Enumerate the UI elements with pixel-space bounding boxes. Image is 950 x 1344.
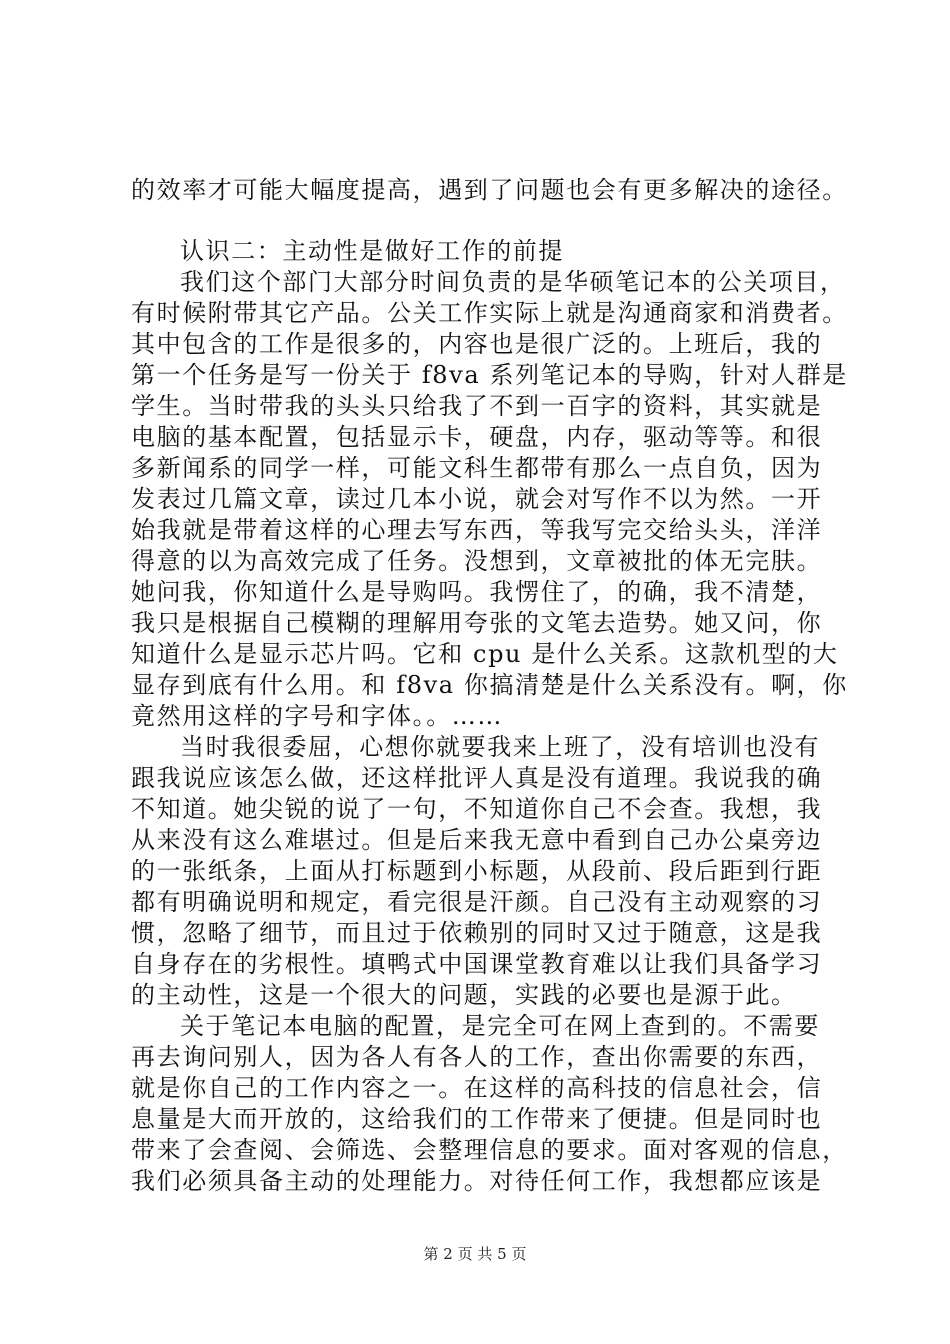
paragraph-line: 惯，忽略了细节，而且过于依赖别的同时又过于随意，这是我: [131, 919, 823, 947]
page-number-footer: 第 2 页 共 5 页: [423, 1245, 527, 1263]
paragraph-line: 从来没有这么难堪过。但是后来我无意中看到自己办公桌旁边: [131, 826, 823, 854]
paragraph-line: 关于笔记本电脑的配置，是完全可在网上查到的。不需要: [180, 1012, 820, 1040]
paragraph-line: 不知道。她尖锐的说了一句，不知道你自己不会查。我想，我: [131, 795, 823, 823]
paragraph-line: 发表过几篇文章，读过几本小说，就会对写作不以为然。一开: [131, 485, 823, 513]
paragraph-line: 知道什么是显示芯片吗。它和 cpu 是什么关系。这款机型的大: [131, 640, 839, 668]
paragraph-line: 我们这个部门大部分时间负责的是华硕笔记本的公关项目，: [180, 268, 846, 296]
paragraph-line: 多新闻系的同学一样，可能文科生都带有那么一点自负，因为: [131, 454, 823, 482]
section-heading: 认识二：主动性是做好工作的前提: [180, 237, 564, 265]
paragraph-line: 我们必须具备主动的处理能力。对待任何工作，我想都应该是: [131, 1167, 823, 1195]
paragraph-line: 带来了会查阅、会筛选、会整理信息的要求。面对客观的信息，: [131, 1136, 848, 1164]
paragraph-line: 息量是大而开放的，这给我们的工作带来了便捷。但是同时也: [131, 1105, 823, 1133]
paragraph-line: 跟我说应该怎么做，还这样批评人真是没有道理。我说我的确: [131, 764, 823, 792]
continuation-line: 的效率才可能大幅度提高，遇到了问题也会有更多解决的途径。: [131, 176, 848, 204]
paragraph-line: 就是你自己的工作内容之一。在这样的高科技的信息社会，信: [131, 1074, 823, 1102]
paragraph-line: 自身存在的劣根性。填鸭式中国课堂教育难以让我们具备学习: [131, 950, 823, 978]
paragraph-line: 再去询问别人，因为各人有各人的工作，查出你需要的东西，: [131, 1043, 823, 1071]
paragraph-line: 她问我，你知道什么是导购吗。我愣住了，的确，我不清楚，: [131, 578, 823, 606]
paragraph-line: 的一张纸条，上面从打标题到小标题，从段前、段后距到行距: [131, 857, 823, 885]
paragraph-line: 显存到底有什么用。和 f8va 你搞清楚是什么关系没有。啊，你: [131, 671, 848, 699]
paragraph-line: 当时我很委屈，心想你就要我来上班了，没有培训也没有: [180, 733, 820, 761]
paragraph-line: 电脑的基本配置，包括显示卡，硬盘，内存，驱动等等。和很: [131, 423, 823, 451]
paragraph-line: 始我就是带着这样的心理去写东西，等我写完交给头头，洋洋: [131, 516, 823, 544]
paragraph-line: 第一个任务是写一份关于 f8va 系列笔记本的导购，针对人群是: [131, 361, 848, 389]
paragraph-line: 都有明确说明和规定，看完很是汗颜。自己没有主动观察的习: [131, 888, 823, 916]
paragraph-line: 得意的以为高效完成了任务。没想到，文章被批的体无完肤。: [131, 547, 823, 575]
paragraph-line: 我只是根据自己模糊的理解用夸张的文笔去造势。她又问，你: [131, 609, 823, 637]
paragraph-line: 学生。当时带我的头头只给我了不到一百字的资料，其实就是: [131, 392, 823, 420]
paragraph-line: 竟然用这样的字号和字体。。……: [131, 702, 503, 730]
paragraph-line: 有时候附带其它产品。公关工作实际上就是沟通商家和消费者。: [131, 299, 848, 327]
paragraph-line: 其中包含的工作是很多的，内容也是很广泛的。上班后，我的: [131, 330, 823, 358]
paragraph-line: 的主动性，这是一个很大的问题，实践的必要也是源于此。: [131, 981, 797, 1009]
